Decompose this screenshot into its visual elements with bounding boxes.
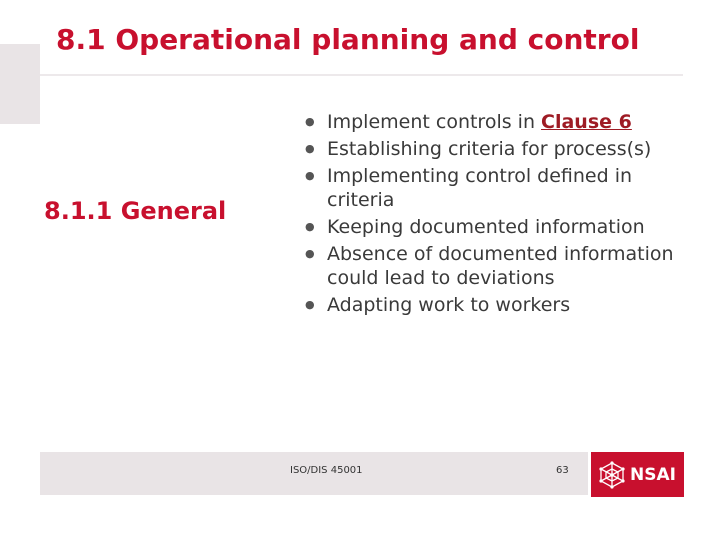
bullet-text: Absence of documented information could lead to deviations [327,243,674,289]
bullet-dot-icon: ● [305,247,315,260]
bullet-item [302,293,692,317]
bullet-dot-icon: ● [305,142,315,155]
clause-6-link[interactable]: Clause 6 [541,111,632,133]
bullet-dot-icon: ● [305,220,315,233]
bullet-item [302,164,692,212]
bullet-text: Adapting work to workers [327,294,571,316]
bullet-list [302,110,692,320]
decorative-side-bar [0,44,40,124]
title-rule [40,74,683,76]
bullet-dot-icon: ● [305,115,315,128]
bullet-text: Keeping documented information [327,216,645,238]
nsai-network-icon [597,460,627,490]
page-number: 63 [556,465,569,476]
bullet-text: Implementing control defined in criteria [327,165,633,211]
bullet-text: Establishing criteria for process(s) [327,138,652,160]
bullet-dot-icon: ● [305,169,315,182]
slide-title: 8.1 Operational planning and control [56,23,640,56]
logo-text: NSAI [630,464,676,485]
bullet-item [302,137,692,161]
bullet-item [302,110,692,134]
bullet-dot-icon: ● [305,298,315,311]
section-label: 8.1.1 General [44,197,227,225]
footer-reference: ISO/DIS 45001 [290,465,363,476]
bullet-item [302,215,692,239]
bullet-text: Implement controls in [327,111,542,133]
nsai-logo [591,452,684,497]
bullet-item [302,242,692,290]
